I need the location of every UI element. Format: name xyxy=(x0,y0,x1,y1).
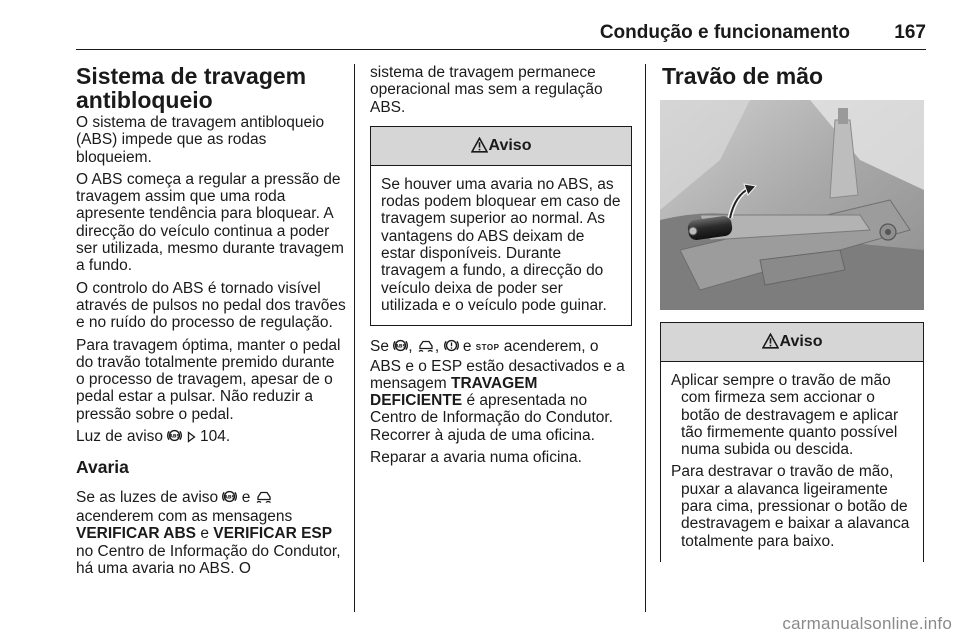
abs-paragraph-3: O controlo do ABS é tornado visível através de pulsos no pedal dos travões e no ruído do processo de regulação. xyxy=(76,279,346,332)
text-span: Se as luzes de aviso xyxy=(76,488,219,506)
warning-text: Se houver uma avaria no ABS, as rodas podem bloquear em caso de travagem superior ao normal. As vantagens do ABS deixam de estar disponíveis. Durante travagem a fundo, a direcção do veículo deixa de poder ser utilizada e o veículo pode guinar. xyxy=(381,175,621,314)
section-title: Condução e funcionamento xyxy=(599,22,850,43)
repair-paragraph: Reparar a avaria numa oficina. xyxy=(370,449,582,467)
fault-paragraph xyxy=(76,489,346,577)
warning-header xyxy=(661,323,923,362)
abs-continuation: sistema de travagem permanece operacional mas sem a regulação ABS. xyxy=(370,64,603,116)
header-rule xyxy=(76,49,926,50)
abs-warning-icon xyxy=(393,338,408,357)
text-span: e xyxy=(200,525,209,543)
column-divider-2 xyxy=(645,64,646,612)
message-verificar-esp: VERIFICAR ESP xyxy=(213,525,333,543)
message-verificar-abs: VERIFICAR ABS xyxy=(76,525,196,543)
abs-paragraph-4: Para travagem óptima, manter o pedal do travão totalmente premido durante o processo de travagem, apesar de o pedal estar a pulsar. Não reduzir a pressão sobre o pedal. xyxy=(76,336,341,423)
fault-lights-paragraph: Se ABS , , e STOP acenderem, o ABS e o ESP estão desactivados e a mensagem TRAVAGEM DEFICIENTE é apresentada no Centro de Informação do Condutor. Recorrer à ajuda de uma oficina. xyxy=(370,338,625,444)
page-reference-icon xyxy=(187,430,196,447)
abs-warning-box xyxy=(370,126,632,326)
warning-header xyxy=(371,127,631,166)
warning-body xyxy=(661,362,923,561)
handbrake-heading: Travão de mão xyxy=(662,63,824,89)
svg-text:ABS: ABS xyxy=(395,344,407,350)
page-number: 167 xyxy=(894,22,926,43)
handbrake-illustration xyxy=(660,100,924,310)
text-span: acenderem com as mensagens xyxy=(76,507,293,525)
abs-paragraph-5 xyxy=(76,428,346,447)
left-column xyxy=(76,64,346,582)
text-span: e xyxy=(241,488,251,506)
warning-title: Aviso xyxy=(779,333,823,350)
column-divider-1 xyxy=(354,64,355,612)
svg-text:ABS: ABS xyxy=(224,495,236,501)
esp-skid-icon xyxy=(417,339,435,357)
text-span: e xyxy=(462,338,472,356)
text-span: Se xyxy=(370,338,389,356)
right-column xyxy=(662,64,926,88)
abs-paragraph-2: O ABS começa a regular a pressão de travagem assim que uma roda apresente tendência para bloquear. A direcção do veículo continua a poder ser utilizada, mesmo durante travagem a fundo. xyxy=(76,170,344,275)
warning-paragraph-2: Para destravar o travão de mão, puxar a alavanca ligeiramente para cima, pressionar o botão de destravagem e baixar a alavanca totalmente para baixo. xyxy=(671,463,910,550)
abs-paragraph-1: O sistema de travagem antibloqueio (ABS) impede que as rodas bloqueiem. xyxy=(76,114,325,166)
middle-column xyxy=(370,64,632,471)
esp-skid-icon xyxy=(255,490,273,508)
abs-warning-icon xyxy=(167,428,182,447)
brake-warning-icon xyxy=(444,338,459,357)
stop-icon: STOP xyxy=(475,343,500,353)
watermark: carmanualsonline.info xyxy=(782,614,952,633)
page-reference: 104. xyxy=(199,428,231,446)
fault-subheading: Avaria xyxy=(76,457,129,478)
warning-paragraph-1: Aplicar sempre o travão de mão com firmeza sem accionar o botão de destravagem e aplicar tão firmemente quanto possível numa subida ou descida. xyxy=(671,372,899,459)
warning-light-label: Luz de aviso xyxy=(76,428,164,446)
abs-heading: Sistema de travagem antibloqueio xyxy=(76,63,307,113)
text-span: no Centro de Informação do Condutor, há uma avaria no ABS. O xyxy=(76,542,341,577)
warning-triangle-icon xyxy=(471,137,488,153)
message-travagem-deficiente: TRAVAGEM DEFICIENTE xyxy=(370,374,538,410)
warning-triangle-icon xyxy=(762,333,779,349)
text-span: acenderem, o ABS e o ESP estão desactivados e a mensagem xyxy=(370,338,625,392)
warning-title: Aviso xyxy=(488,136,532,154)
warning-body xyxy=(371,166,631,325)
abs-warning-icon xyxy=(222,489,237,508)
text-span: é apresentada no Centro de Informação do Condutor. Recorrer à ajuda de uma oficina. xyxy=(370,392,613,444)
handbrake-warning-box xyxy=(660,322,924,562)
svg-text:ABS: ABS xyxy=(169,434,181,440)
